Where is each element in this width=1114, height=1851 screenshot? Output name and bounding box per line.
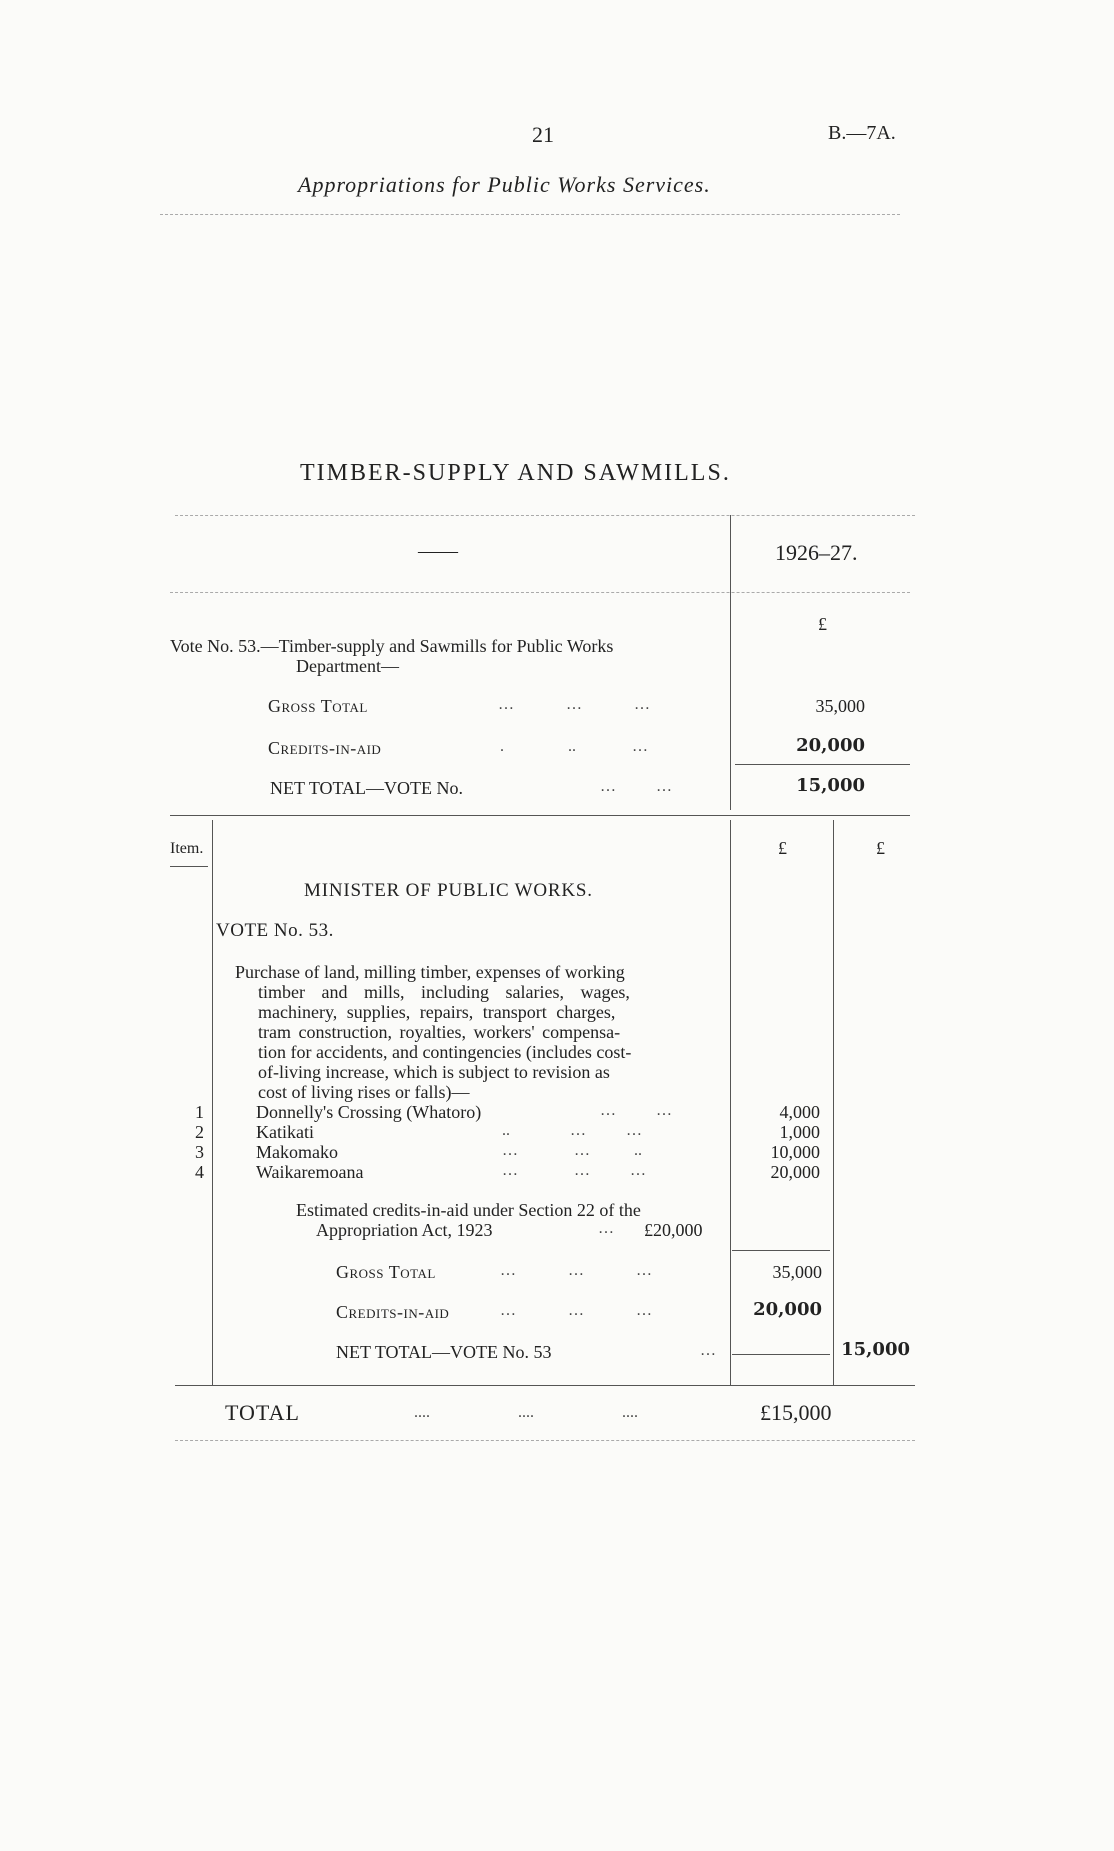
estimate-dots: … [598,1220,614,1237]
description-line-2: timber and mills, including salaries, wages, [258,982,630,1002]
item-name: Katikati [256,1122,314,1142]
summary-header-rule [170,592,910,593]
detail-currency-2: £ [876,838,885,858]
description-line-4: tram construction, royalties, workers' compensa- [258,1022,621,1042]
year-header: 1926–27. [775,540,858,565]
vote-description-line-2: Department— [296,656,399,676]
item-dots: .. … … [502,1122,642,1139]
total-bottom-rule [175,1440,915,1441]
item-header-rule [170,866,208,867]
second-amount-column-divider [833,820,834,1385]
summary-sum-rule [735,764,910,765]
item-dots: … … … [502,1162,646,1179]
description-line-1: Purchase of land, milling timber, expenses of working [235,962,625,982]
header-rule [160,214,900,215]
summary-column-header: —— [418,540,458,562]
minister-heading: MINISTER OF PUBLIC WORKS. [304,880,593,901]
description-line-6: of-living increase, which is subject to revision as [258,1062,610,1082]
item-value: 4,000 [779,1102,820,1122]
detail-credits-dots: … … … [500,1302,652,1319]
item-value: 10,000 [770,1142,820,1162]
total-value: £15,000 [760,1400,832,1425]
item-dots: … … [600,1102,672,1119]
section-title: TIMBER-SUPPLY AND SAWMILLS. [300,460,731,486]
summary-credits-dots: . .. … [500,738,648,755]
total-top-rule [175,1385,915,1386]
item-number: 4 [195,1162,204,1182]
item-value: 20,000 [770,1162,820,1182]
detail-credits-label: Credits-in-aid [336,1302,450,1322]
detail-net-label: NET TOTAL—VOTE No. 53 [336,1342,552,1362]
estimate-line-2: Appropriation Act, 1923 [316,1220,493,1240]
detail-gross-label: Gross Total [336,1262,436,1282]
total-label: TOTAL [225,1400,300,1425]
summary-net-dots: … … [600,778,672,795]
item-number: 2 [195,1122,204,1142]
detail-currency-1: £ [778,838,787,858]
summary-bottom-rule [170,815,910,816]
item-number: 3 [195,1142,204,1162]
description-line-3: machinery, supplies, repairs, transport charges, [258,1002,616,1022]
item-name: Makomako [256,1142,338,1162]
summary-credits-label: Credits-in-aid [268,738,382,758]
detail-credits-value: 20,000 [753,1299,822,1320]
description-line-7: cost of living rises or falls)— [258,1082,470,1102]
total-dots: .... .... .... [414,1404,638,1421]
summary-currency: £ [818,614,827,634]
item-name: Waikaremoana [256,1162,364,1182]
item-column-divider [212,820,213,1385]
detail-net-dots: … [700,1342,716,1359]
summary-gross-label: Gross Total [268,696,368,716]
detail-gross-dots: … … … [500,1262,652,1279]
document-reference: B.—7A. [828,122,896,144]
item-dots: … … .. [502,1142,642,1159]
detail-net-connector-rule [732,1354,830,1355]
detail-items-sum-rule [732,1250,830,1251]
item-header: Item. [170,840,204,857]
summary-gross-dots: … … … [498,696,650,713]
summary-credits-value: 20,000 [796,735,865,756]
estimate-line-1: Estimated credits-in-aid under Section 22 of the [296,1200,641,1220]
summary-column-divider [730,515,731,810]
estimate-amount: £20,000 [644,1220,703,1240]
description-line-5: tion for accidents, and contingencies (includes cost- [258,1042,632,1062]
item-value: 1,000 [779,1122,820,1142]
detail-net-value: 15,000 [841,1339,910,1360]
item-name: Donnelly's Crossing (Whatoro) [256,1102,482,1122]
summary-gross-value: 35,000 [815,696,865,716]
vote-heading: VOTE No. 53. [216,920,334,941]
summary-net-value: 15,000 [796,775,865,796]
page-subtitle: Appropriations for Public Works Services. [298,172,711,197]
item-number: 1 [195,1102,204,1122]
detail-gross-value: 35,000 [772,1262,822,1282]
summary-net-label: NET TOTAL—VOTE No. [270,778,464,798]
page-number: 21 [532,122,554,147]
summary-top-rule [175,515,915,516]
vote-description-line-1: Vote No. 53.—Timber-supply and Sawmills for Public Works [170,636,614,656]
